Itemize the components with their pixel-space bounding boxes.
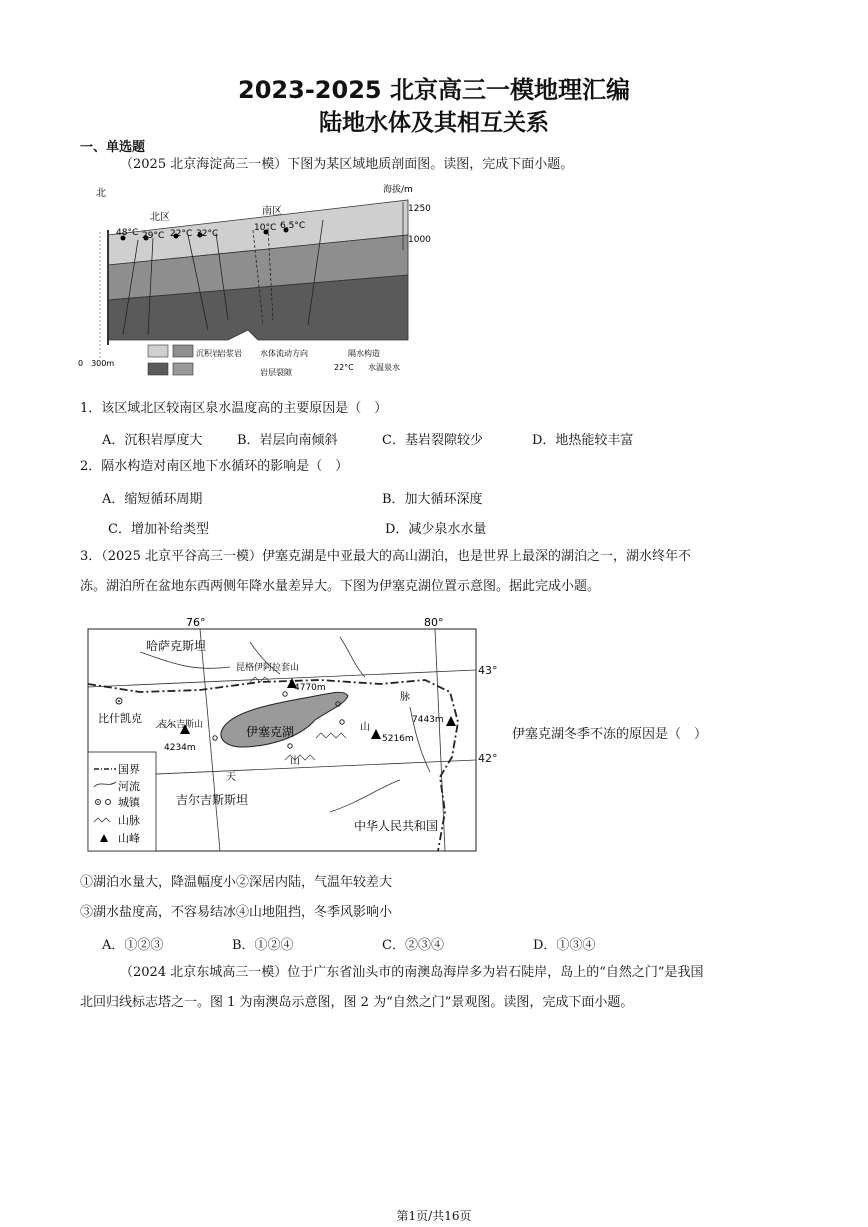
question-2-stem: 2．隔水构造对南区地下水循环的影响是（ ） [80, 459, 349, 474]
lon-80-label: 80° [424, 616, 444, 629]
north-label: 北 [96, 188, 106, 199]
mountain-north-label: 昆格伊阿拉套山 [236, 663, 300, 673]
issyk-kul-map [80, 612, 480, 854]
q2-option-a[interactable]: A．缩短循环周期 [102, 492, 203, 507]
legend-rock1: 沉积岩 [196, 349, 220, 358]
section-heading: 一、单选题 [80, 140, 146, 155]
q3-option-a[interactable]: A．①②③ [102, 938, 164, 953]
bishkek-label: 比什凯克 [98, 712, 142, 725]
peak-4770-label: 4770m [294, 683, 326, 693]
question-3-side-text: 伊塞克湖冬季不冻的原因是（ ） [512, 727, 708, 742]
q1-option-b[interactable]: B．岩层向南倾斜 [237, 433, 338, 448]
legend-fault: 岩层裂隙 [260, 368, 292, 377]
q3-option-b[interactable]: B．①②④ [232, 938, 294, 953]
intro-paragraph-4-line-1: （2024 北京东城高三一模）位于广东省汕头市的南澳岛海岸多为岩石陡岸，岛上的“自然之门”是我国 [120, 965, 704, 980]
reasons-line-1: ①湖泊水量大，降温幅度小②深居内陆，气温年较差大 [80, 875, 393, 890]
north-area-label: 北区 [150, 212, 170, 223]
q2-option-c[interactable]: C．增加补给类型 [108, 522, 209, 537]
elevation-1250: 1250 [408, 204, 431, 214]
reasons-line-2: ③湖水盐度高，不容易结冰④山地阻挡，冬季风影响小 [80, 905, 393, 920]
south-area-label: 南区 [262, 206, 282, 217]
q3-option-d[interactable]: D．①③④ [533, 938, 596, 953]
legend-border: 国界 [118, 763, 140, 776]
q2-option-d[interactable]: D．减少泉水水量 [385, 522, 487, 537]
question-3-line-2: 冻。湖泊所在盆地东西两侧年降水量差异大。下图为伊塞克湖位置示意图。据此完成小题。 [80, 579, 601, 594]
legend-spring-temp: 22°C [334, 363, 354, 372]
question-3-line-1: 3．（2025 北京平谷高三一模）伊塞克湖是中亚最大的高山湖泊，也是世界上最深的湖泊之一，湖水终年不 [80, 549, 691, 564]
range-char-shan-1: 山 [360, 722, 370, 733]
q3-option-c[interactable]: C．②③④ [382, 938, 444, 953]
range-char-shan-2: 山 [290, 756, 300, 767]
temp-22: 22°C [170, 229, 193, 239]
lake-label: 伊塞克湖 [246, 725, 295, 739]
intro-paragraph-1: （2025 北京海淀高三一模）下图为某区域地质剖面图。读图，完成下面小题。 [120, 157, 574, 172]
lat-42-label: 42° [478, 752, 498, 765]
peak-5216-label: 5216m [382, 734, 414, 744]
scale-label: 0 300m [78, 359, 115, 368]
elevation-1000: 1000 [408, 235, 431, 245]
lon-76-label: 76° [186, 616, 206, 629]
legend-river: 河流 [118, 780, 140, 793]
temp-48: 48°C [116, 228, 139, 238]
temp-6-5: 6.5°C [280, 221, 306, 231]
range-char-tian: 天 [226, 772, 236, 783]
q1-option-a[interactable]: A．沉积岩厚度大 [102, 433, 203, 448]
lat-43-label: 43° [478, 664, 498, 677]
kyrgyzstan-label: 吉尔吉斯斯坦 [176, 793, 249, 807]
intro-paragraph-4-line-2: 北回归线标志塔之一。图 1 为南澳岛示意图，图 2 为“自然之门”景观图。读图，完成下面小题。 [80, 995, 634, 1010]
question-1-stem: 1．该区域北区较南区泉水温度高的主要原因是（ ） [80, 401, 388, 416]
legend-peak: 山峰 [118, 832, 140, 845]
legend-flow: 水体流动方向 [260, 349, 308, 358]
kazakhstan-label: 哈萨克斯坦 [146, 639, 207, 653]
legend-town: 城镇 [118, 796, 140, 809]
geologic-section-figure [78, 180, 431, 385]
mountain-west-label: 吉尔吉斯山 [158, 720, 204, 730]
q1-option-c[interactable]: C．基岩裂隙较少 [382, 433, 483, 448]
q2-option-b[interactable]: B．加大循环深度 [382, 492, 483, 507]
peak-7443-label: 7443m [412, 715, 444, 725]
legend-spring: 水温泉水 [368, 363, 400, 372]
temp-32: 32°C [196, 229, 219, 239]
elevation-axis-title: 海拔/m [383, 185, 413, 195]
temp-29: 29°C [142, 231, 165, 241]
temp-10: 10°C [254, 223, 277, 233]
legend-mountain: 山脉 [118, 814, 140, 827]
document-title: 2023-2025 北京高三一模地理汇编 [238, 76, 630, 104]
q1-option-d[interactable]: D．地热能较丰富 [532, 433, 634, 448]
china-label: 中华人民共和国 [354, 819, 439, 833]
range-char-mai: 脉 [400, 692, 410, 703]
document-subtitle: 陆地水体及其相互关系 [319, 110, 549, 136]
peak-4234-label: 4234m [164, 743, 196, 753]
page-number: 第1页/共16页 [396, 1209, 472, 1223]
legend-barrier: 隔水构造 [348, 349, 380, 358]
legend-rock2: 岩浆岩 [218, 349, 242, 358]
